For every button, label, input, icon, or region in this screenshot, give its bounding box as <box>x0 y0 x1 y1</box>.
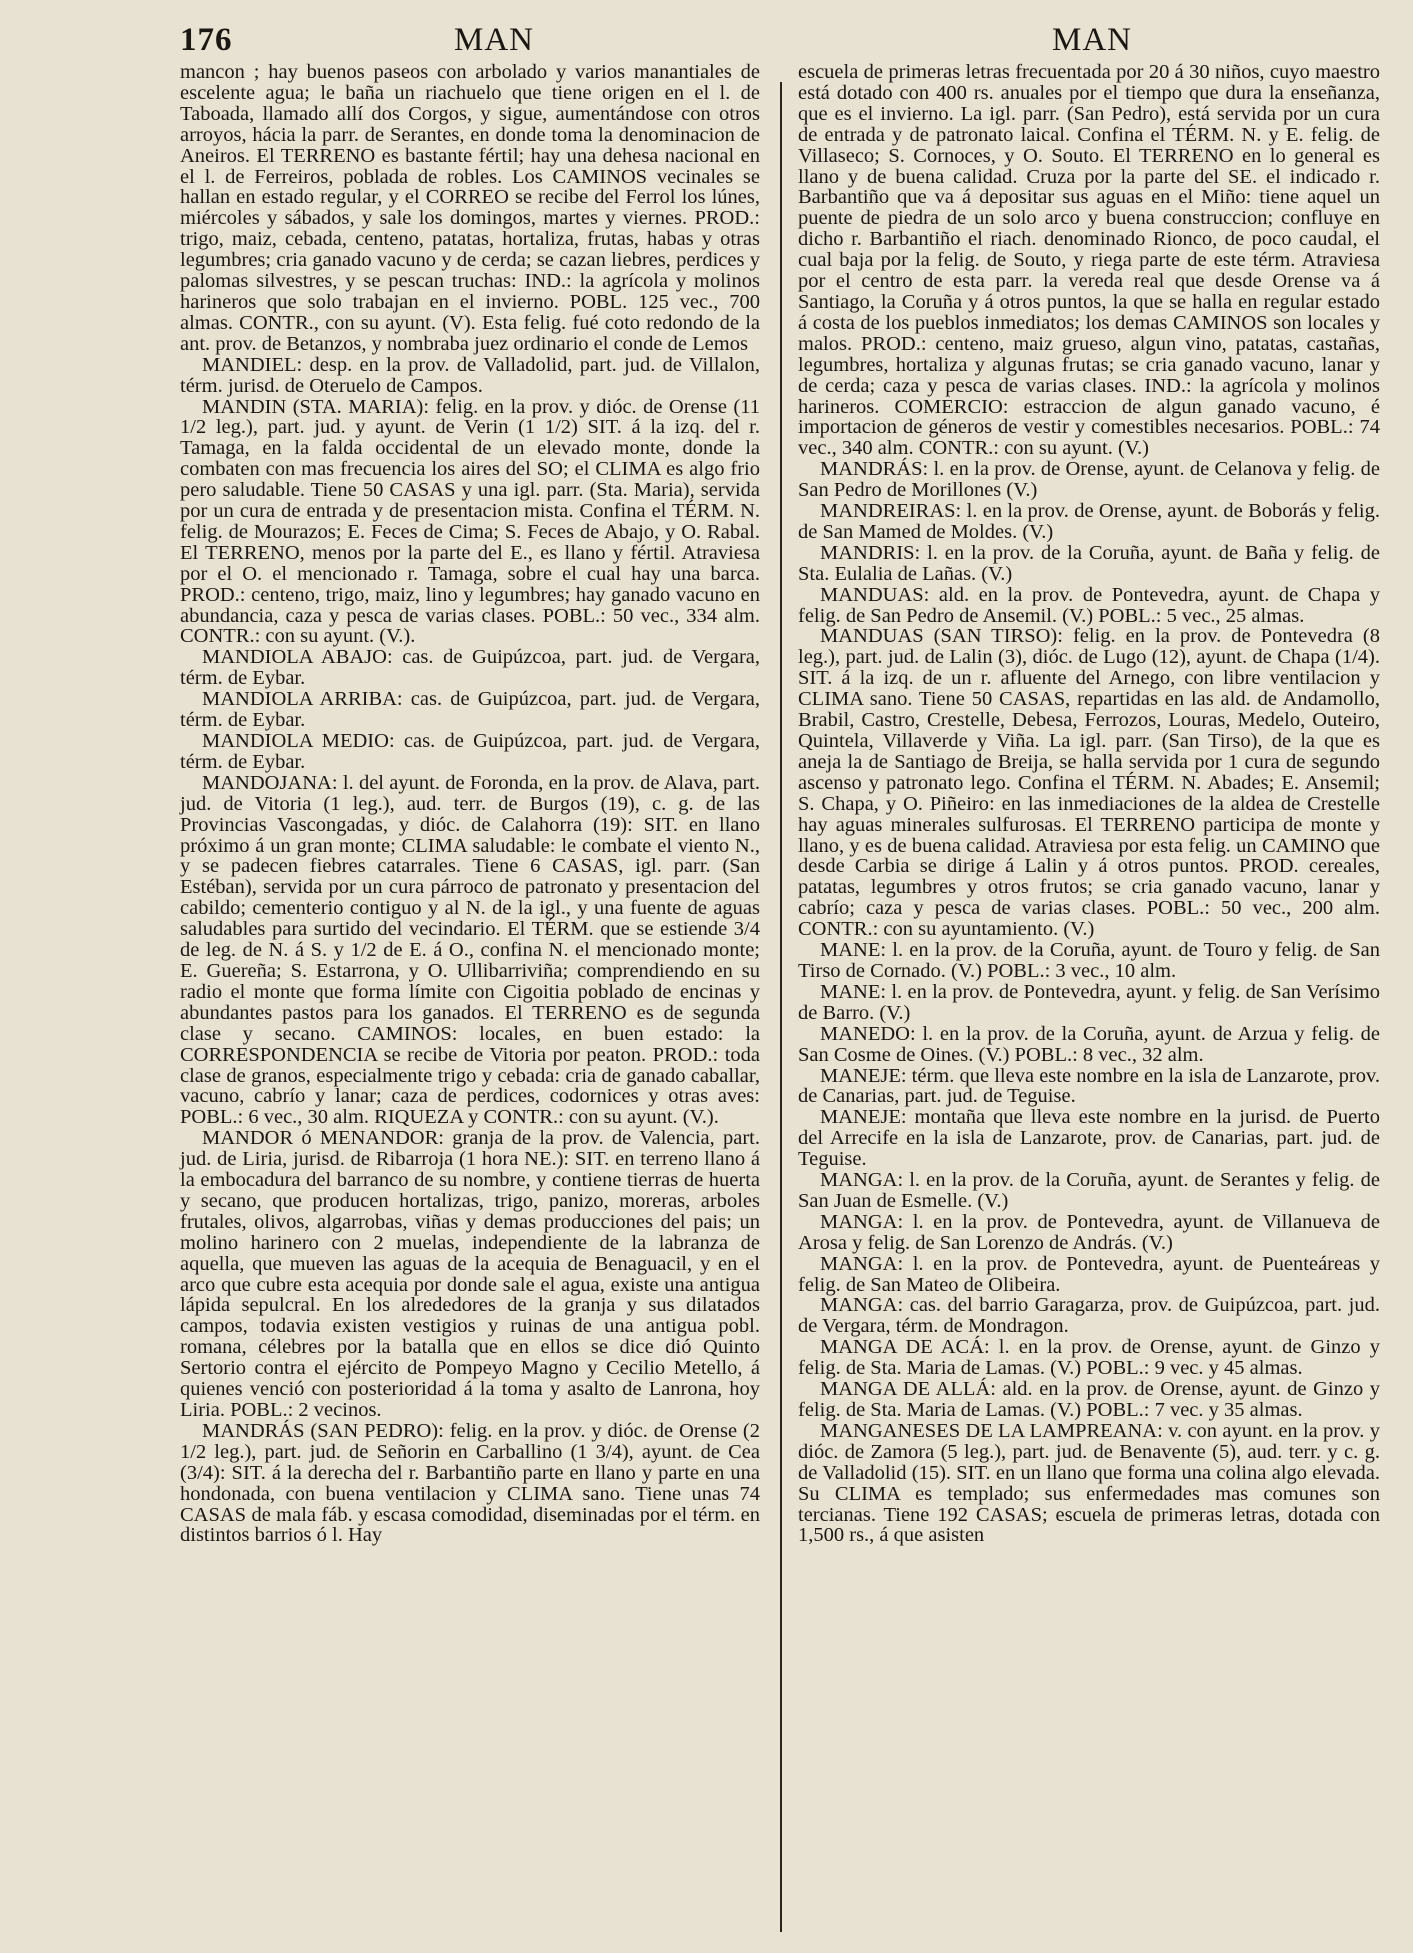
entry-paragraph: MANGA: l. en la prov. de la Coruña, ayunt. de Serantes y felig. de San Juan de Esmelle. (V.) <box>798 1169 1380 1212</box>
entry-paragraph: MANDIN (STA. MARIA): felig. en la prov. y dióc. de Orense (11 1/2 leg.), part. jud. y ayunt. de Verin (1 1/2) SIT. á la izq. del r. Tamaga, en la falda occidental de un elevado monte, donde la combaten con mas frecuencia los aires del SO; el CLIMA es algo frio pero saludable. Tiene 50 CASAS y una igl. parr. (Sta. Maria), servida por un cura de entrada y de presentacion mista. Confina el TÉRM. N. felig. de Mourazos; E. Feces de Cima; S. Feces de Abajo, y O. Rabal. El TERRENO, menos por la parte del E., es llano y fértil. Atraviesa por el O. el mencionado r. Tamaga, sobre el cual hay una barca. PROD.: centeno, trigo, maiz, lino y legumbres; hay ganado vacuno en abundancia, caza y pesca de varias clases. POBL.: 50 vec., 334 alm. CONTR.: con su ayunt. (V.). <box>180 395 760 648</box>
entry-paragraph: MANDOR ó MENANDOR: granja de la prov. de Valencia, part. jud. de Liria, jurisd. de Ribarroja (1 hora NE.): SIT. en terreno llano á la embocadura del barranco de su nombre, y contiene tierras de huerta y secano, que producen hortalizas, trigo, panizo, moreras, arboles frutales, olivos, algarrobas, viñas y demas producciones del pais; un molino harinero con 2 muelas, independiente de la labranza de aquella, que mueven las aguas de la acequia de Benaguacil, y en el arco que cubre esta acequia por donde sale el agua, existe una antigua lápida sepulcral. En los alrededores de la granja y sus dilatados campos, todavia existen vestigios y ruinas de una antigua pobl. romana, célebres por la batalla que en ellos se dice dió Quinto Sertorio contra el ejército de Pompeyo Magno y Cecilio Metello, á quienes venció con posterioridad á la toma y asalto de Lanrona, hoy Liria. POBL.: 2 vecinos. <box>180 1127 760 1421</box>
entry-paragraph: MANDIOLA ARRIBA: cas. de Guipúzcoa, part. jud. de Vergara, térm. de Eybar. <box>180 688 760 732</box>
right-running-head: MAN <box>1052 22 1133 58</box>
entry-paragraph: MANEJE: montaña que lleva este nombre en la jurisd. de Puerto del Arrecife en la isla de Lanzarote, prov. de Canarias, part. jud. de Teguise. <box>798 1106 1380 1171</box>
entry-paragraph: MANDIOLA MEDIO: cas. de Guipúzcoa, part. jud. de Vergara, térm. de Eybar. <box>180 730 760 773</box>
entry-paragraph: MANDRÁS: l. en la prov. de Orense, ayunt. de Celanova y felig. de San Pedro de Morillones (V.) <box>798 458 1380 502</box>
entry-paragraph: MANGA: cas. del barrio Garagarza, prov. de Guipúzcoa, part. jud. de Vergara, térm. de Mondragon. <box>798 1294 1380 1338</box>
entry-paragraph: MANDIEL: desp. en la prov. de Valladolid, part. jud. de Villalon, térm. jurisd. de Oteruelo de Campos. <box>180 353 760 397</box>
entry-paragraph: MANGA: l. en la prov. de Pontevedra, ayunt. de Villanueva de Arosa y felig. de San Lorenzo de András. (V.) <box>798 1210 1380 1254</box>
entry-paragraph: MANDREIRAS: l. en la prov. de Orense, ayunt. de Boborás y felig. de San Mamed de Moldes. (V.) <box>798 500 1380 543</box>
entry-paragraph: escuela de primeras letras frecuentada por 20 á 30 niños, cuyo maestro está dotado con 400 rs. anuales por el tiempo que dura la enseñanza, que es el invierno. La igl. parr. (San Pedro), está servida por un cura de entrada y de patronato laical. Confina el TÉRM. N. y E. felig. de Villaseco; S. Cornoces, y O. Souto. El TERRENO en lo general es llano y de buena calidad. Cruza por la parte del SE. el indicado r. Barbantiño que va á depositar sus aguas en el Miño: tiene aquel un puente de piedra de un solo arco y buena construccion; confluye en dicho r. Barbantiño el riach. denominado Rionco, de poco caudal, el cual baja por la felig. de Souto, y riega parte de este térm. Atraviesa por el centro de esta parr. la vereda real que desde Orense va á Santiago, la Coruña y á otros puntos, la que se halla en regular estado á costa de los pueblos inmediatos; los demas CAMINOS son locales y malos. PROD.: centeno, maiz grueso, algun vino, patatas, castañas, legumbres, hortaliza y algunas frutas; se cria ganado vacuno, lanar y de cerda; caza y pesca de varias clases. IND.: la agrícola y molinos harineros. COMERCIO: estraccion de algun ganado vacuno, é importacion de géneros de vestir y comestibles necesarios. POBL.: 74 vec., 340 alm. CONTR.: con su ayunt. (V.) <box>798 61 1380 460</box>
entry-paragraph: MANEJE: térm. que lleva este nombre en la isla de Lanzarote, prov. de Canarias, part. jud. de Teguise. <box>798 1064 1380 1108</box>
entry-paragraph: MANDIOLA ABAJO: cas. de Guipúzcoa, part. jud. de Vergara, térm. de Eybar. <box>180 646 760 690</box>
right-column <box>798 62 1380 1546</box>
entry-paragraph: MANEDO: l. en la prov. de la Coruña, ayunt. de Arzua y felig. de San Cosme de Oines. (V.) POBL.: 8 vec., 32 alm. <box>798 1022 1380 1066</box>
entry-paragraph: MANGA DE ACÁ: l. en la prov. de Orense, ayunt. de Ginzo y felig. de Sta. Maria de Lamas. (V.) POBL.: 9 vec. y 45 almas. <box>798 1336 1380 1380</box>
entry-paragraph: MANE: l. en la prov. de la Coruña, ayunt. de Touro y felig. de San Tirso de Cornado. (V.) POBL.: 3 vec., 10 alm. <box>798 939 1380 982</box>
column-divider <box>780 82 782 1932</box>
entry-paragraph: MANE: l. en la prov. de Pontevedra, ayunt. y felig. de San Verísimo de Barro. (V.) <box>798 980 1380 1024</box>
entry-paragraph: MANGANESES DE LA LAMPREANA: v. con ayunt. en la prov. y dióc. de Zamora (5 leg.), part. jud. de Benavente (5), aud. terr. y c. g. de Valladolid (15). SIT. en un llano que forma una colina algo elevada. Su CLIMA es templado; sus enfermedades mas comunes son tercianas. Tiene 192 CASAS; escuela de primeras letras, dotada con 1,500 rs., á que asisten <box>798 1419 1380 1547</box>
entry-paragraph: MANDRIS: l. en la prov. de la Coruña, ayunt. de Baña y felig. de Sta. Eulalia de Lañas. (V.) <box>798 541 1380 585</box>
entry-paragraph: MANDUAS: ald. en la prov. de Pontevedra, ayunt. de Chapa y felig. de San Pedro de Ansemil. (V.) POBL.: 5 vec., 25 almas. <box>798 583 1380 627</box>
left-running-head: MAN <box>454 22 535 58</box>
entry-paragraph: MANDOJANA: l. del ayunt. de Foronda, en la prov. de Alava, part. jud. de Vitoria (1 leg.), aud. terr. de Burgos (19), c. g. de las Provincias Vascongadas, y dióc. de Calahorra (19): SIT. en llano próximo á un gran monte; CLIMA saludable: le combate el viento N., y se padecen fiebres catarrales. Tiene 6 CASAS, igl. parr. (San Estéban), servida por un cura párroco de patronato y presentacion del cabildo; cementerio contiguo y al N. de la igl., y una fuente de aguas saludables para surtido del vecindario. El TÉRM. que se estiende 3/4 de leg. de N. á S. y 1/2 de E. á O., confina N. el mencionado monte; E. Guereña; S. Estarrona, y O. Ullibarriviña; comprendiendo en su radio el monte que forma límite con Cigoitia poblado de encinas y abundantes pastos para los ganados. El TERRENO es de segunda clase y secano. CAMINOS: locales, en buen estado: la CORRESPONDENCIA se recibe de Vitoria por peaton. PROD.: toda clase de granos, especialmente trigo y cebada: cria de ganado caballar, vacuno, cabrío y lanar; caza de perdices, codornices y otras aves: POBL.: 6 vec., 30 alm. RIQUEZA y CONTR.: con su ayunt. (V.). <box>180 771 760 1129</box>
page-number: 176 <box>180 22 233 58</box>
entry-paragraph: MANGA DE ALLÁ: ald. en la prov. de Orense, ayunt. de Ginzo y felig. de Sta. Maria de Lamas. (V.) POBL.: 7 vec. y 35 almas. <box>798 1378 1380 1421</box>
entry-paragraph: MANDUAS (SAN TIRSO): felig. en la prov. de Pontevedra (8 leg.), part. jud. de Lalin (3), dióc. de Lugo (12), ayunt. de Chapa (1/4). SIT. á la izq. de un r. afluente del Arnego, con libre ventilacion y CLIMA sano. Tiene 50 CASAS, repartidas en las ald. de Andamollo, Brabil, Castro, Crestelle, Debesa, Ferrozos, Louras, Medelo, Outeiro, Quintela, Villaverde y Viña. La igl. parr. (San Tirso), de la que es aneja la de Santiago de Breija, se halla servida por 1 cura de segundo ascenso y patronato lego. Confina el TÉRM. N. Abades; E. Ansemil; S. Chapa, y O. Piñeiro: en las inmediaciones de la aldea de Crestelle hay aguas minerales sulfurosas. El TERRENO participa de monte y llano, y es de buena calidad. Atraviesa por esta felig. un CAMINO que desde Carbia se dirige á Lalin y á otros puntos. PROD. cereales, patatas, legumbres y otros frutos; se cria ganado vacuno, lanar y cabrío; caza y pesca de varias clases. POBL.: 50 vec., 200 alm. CONTR.: con su ayuntamiento. (V.) <box>798 625 1380 941</box>
entry-paragraph: MANDRÁS (SAN PEDRO): felig. en la prov. y dióc. de Orense (2 1/2 leg.), part. jud. de Señorin en Carballino (1 3/4), ayunt. de Cea (3/4): SIT. á la derecha del r. Barbantiño parte en llano y parte en una hondonada, con buena ventilacion y CLIMA sano. Tiene unas 74 CASAS de mala fáb. y escasa comodidad, diseminadas por el térm. en distintos barrios ó l. Hay <box>180 1419 760 1547</box>
left-column <box>180 62 760 1546</box>
entry-paragraph: mancon ; hay buenos paseos con arbolado y varios manantiales de escelente agua; le baña un riachuelo que tiene origen en el l. de Taboada, llamado allí dos Corgos, y sigue, aumentándose con otros arroyos, hácia la parr. de Serantes, en donde toma la denominacion de Aneiros. El TERRENO es bastante fértil; hay una dehesa nacional en el l. de Ferreiros, poblada de robles. Los CAMINOS vecinales se hallan en estado regular, y el CORREO se recibe del Ferrol los lúnes, miércoles y sábados, y sale los domingos, martes y viernes. PROD.: trigo, maiz, cebada, centeno, patatas, hortaliza, frutas, habas y otras legumbres; cria ganado vacuno y de cerda; se cazan liebres, perdices y palomas silvestres, y se pescan truchas: IND.: la agrícola y molinos harineros que solo trabajan en el invierno. POBL. 125 vec., 700 almas. CONTR., con su ayunt. (V). Esta felig. fué coto redondo de la ant. prov. de Betanzos, y nombraba juez ordinario el conde de Lemos <box>180 61 760 355</box>
entry-paragraph: MANGA: l. en la prov. de Pontevedra, ayunt. de Puenteáreas y felig. de San Mateo de Olibeira. <box>798 1252 1380 1296</box>
